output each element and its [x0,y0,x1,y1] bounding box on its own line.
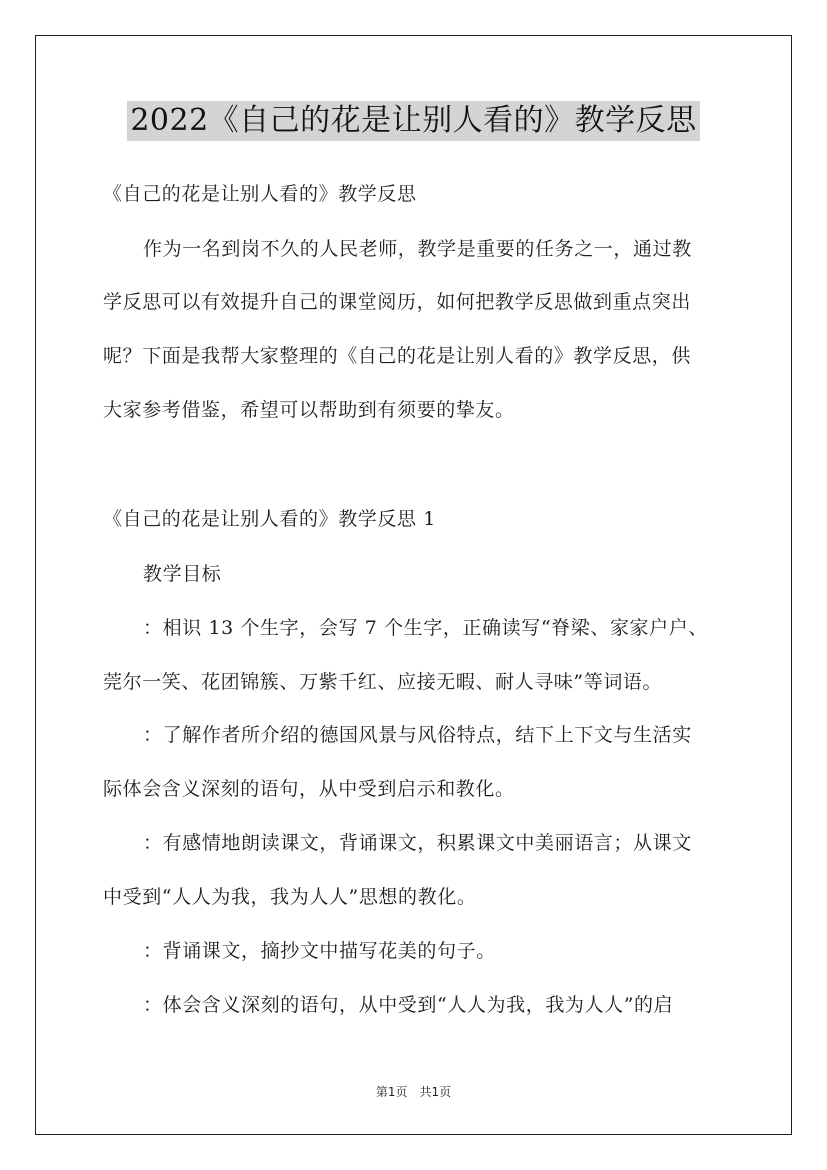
page-footer: 第1页 共1页 [375,1085,452,1099]
paragraph-line: 学反思可以有效提升自己的课堂阅历，如何把教学反思做到重点突出 [103,291,692,313]
paragraph-line: 大家参考借鉴，希望可以帮助到有须要的挚友。 [103,399,515,421]
paragraph-line: 作为一名到岗不久的人民老师，教学是重要的任务之一，通过教 [143,238,692,260]
title-container [0,101,827,141]
paragraph-line: ：了解作者所介绍的德国风景与风俗特点，结下上下文与生活实 [143,724,692,746]
paragraph-line: ：体会含义深刻的语句，从中受到“人人为我，我为人人”的启 [143,994,674,1016]
document-title: 2022《自己的花是让别人看的》教学反思 [127,101,699,141]
section-heading: 《自己的花是让别人看的》教学反思 1 [103,508,436,530]
paragraph-line: 莞尔一笑、花团锦簇、万紫千红、应接无暇、耐人寻味”等词语。 [103,671,663,693]
paragraph-line: 际体会含义深刻的语句，从中受到启示和教化。 [103,778,515,800]
paragraph-line: ：背诵课文，摘抄文中描写花美的句子。 [143,940,496,962]
paragraph-line: ：有感情地朗读课文，背诵课文，积累课文中美丽语言；从课文 [143,832,692,854]
subtitle-line: 《自己的花是让别人看的》教学反思 [103,183,417,205]
paragraph-line: 呢？下面是我帮大家整理的《自己的花是让别人看的》教学反思，供 [103,345,692,367]
paragraph-line: 中受到“人人为我，我为人人”思想的教化。 [103,886,477,908]
paragraph-line: ：相识 13 个生字，会写 7 个生字，正确读写“脊梁、家家户户、 [143,617,708,639]
section-subheading: 教学目标 [143,563,222,585]
